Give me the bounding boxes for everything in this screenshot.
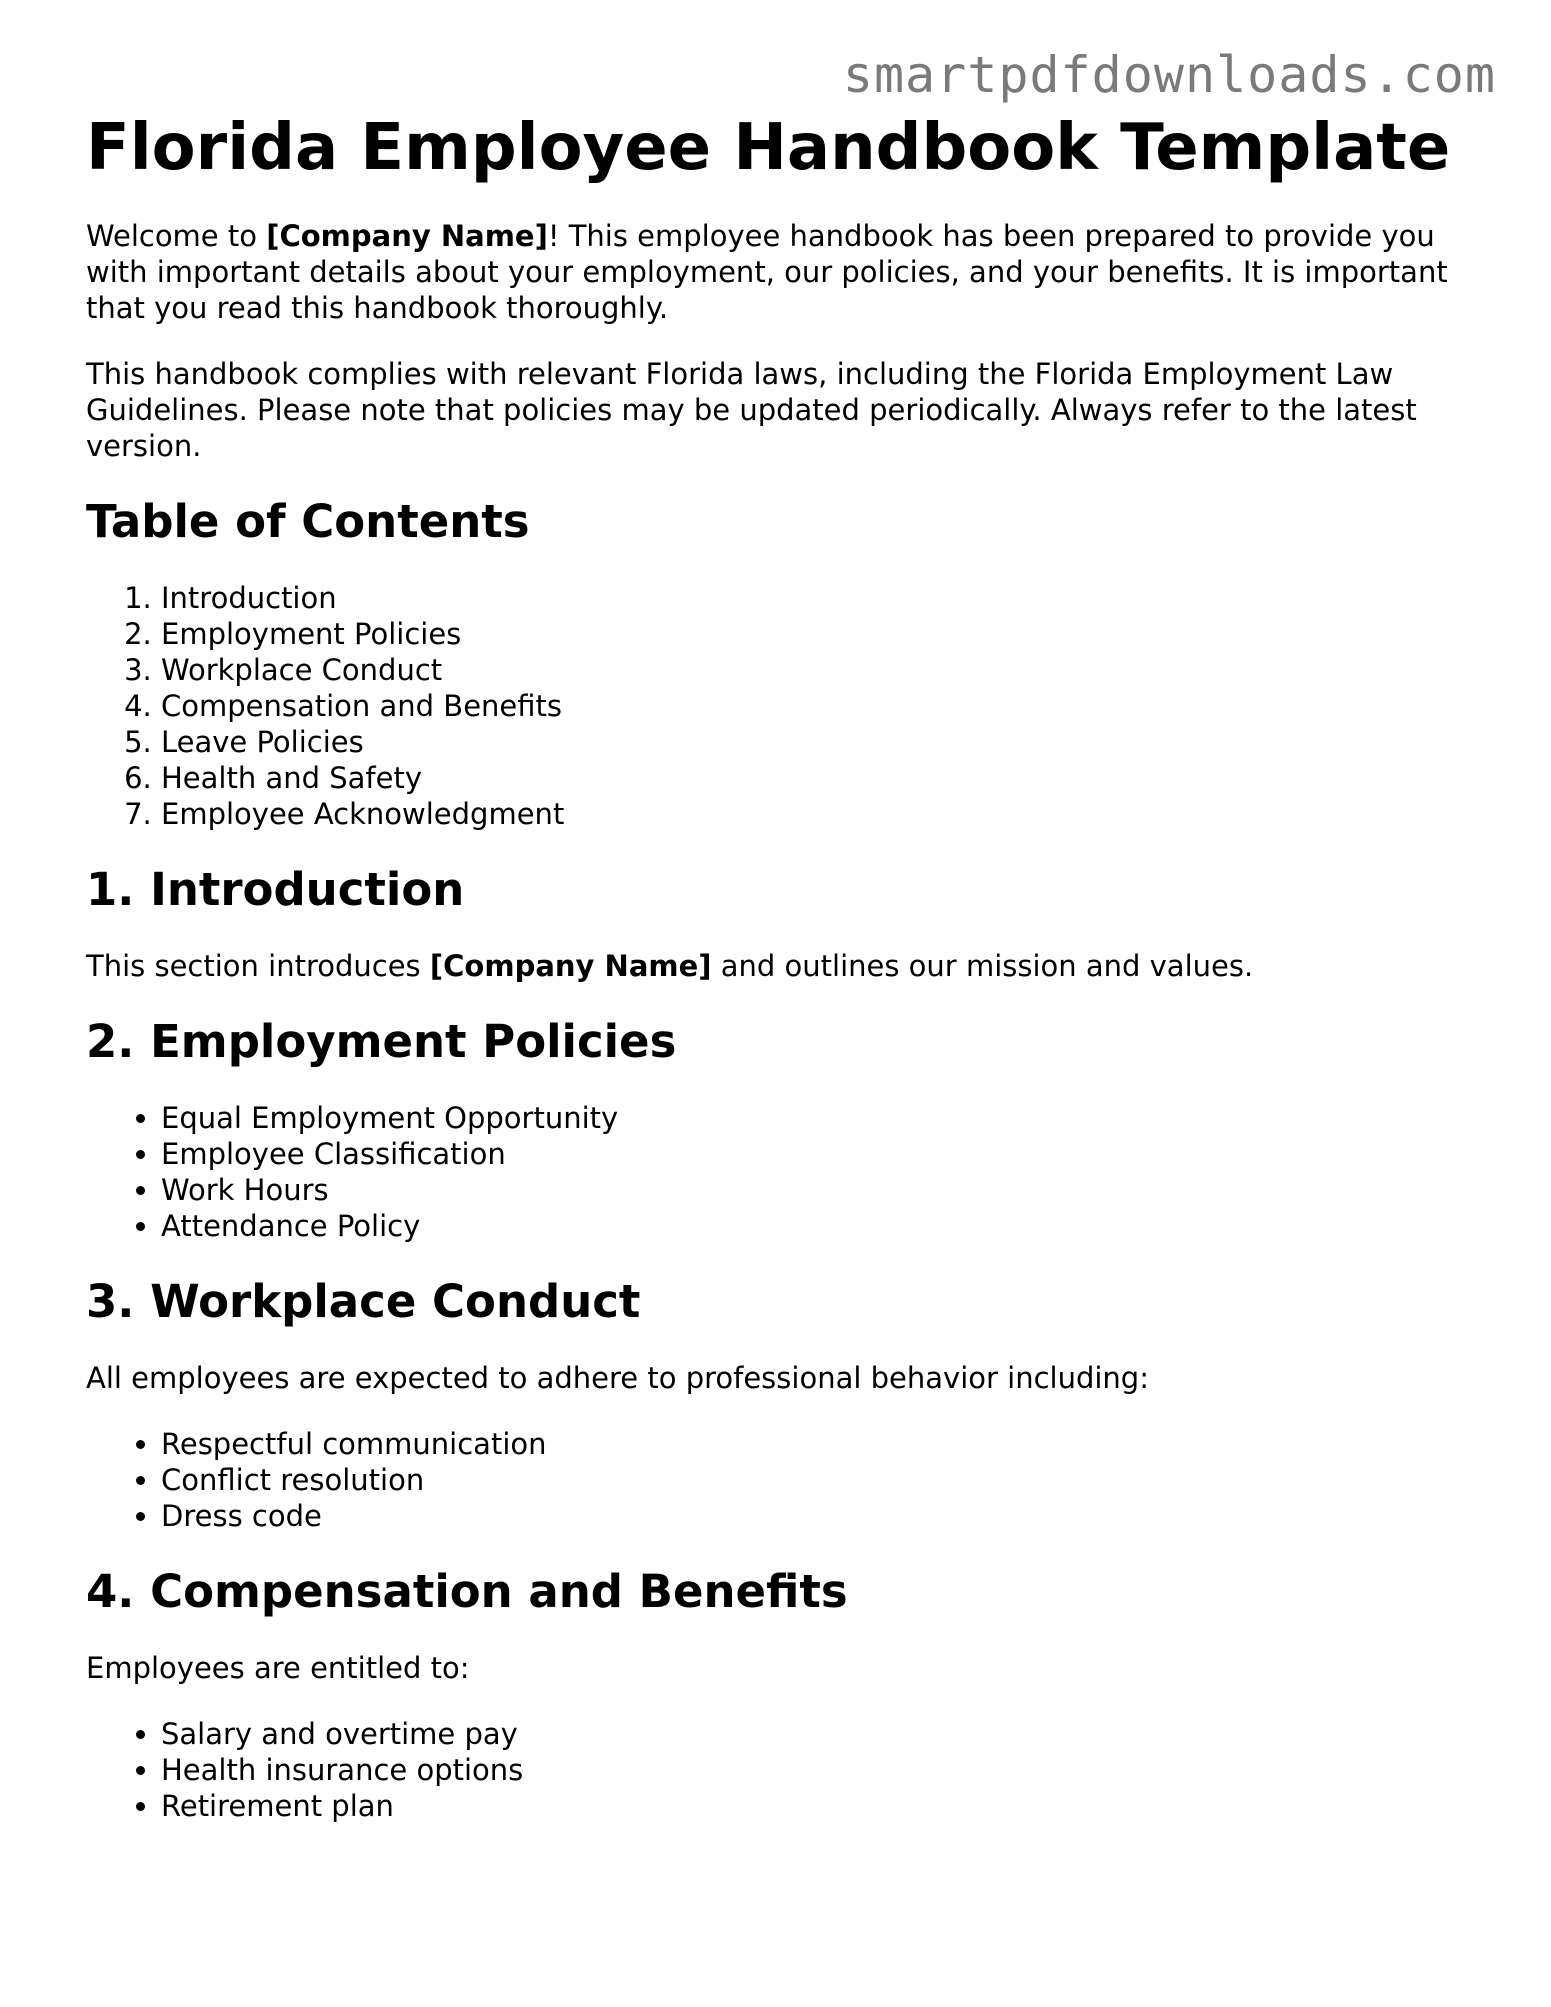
company-name-placeholder: [Company Name] <box>429 949 712 983</box>
list-item: • Dress code <box>161 1498 1476 1534</box>
intro-paragraph-2: This handbook complies with relevant Florida laws, including the Florida Employment Law Guidelines. Please note that policies may be updated periodically. Always refer to the latest version. <box>86 357 1417 463</box>
toc-item: 5. Leave Policies <box>161 724 1476 760</box>
list-item: • Work Hours <box>161 1172 1476 1208</box>
section-introduction-text-before: This section introduces <box>86 949 430 983</box>
toc-heading: Table of Contents <box>86 495 530 548</box>
section-introduction-text <box>86 948 1476 984</box>
document-title: Florida Employee Handbook Template <box>86 111 1451 185</box>
list-item: • Retirement plan <box>161 1788 1476 1824</box>
toc-item: 1. Introduction <box>161 580 1476 616</box>
compensation-list <box>86 1716 1476 1824</box>
section-introduction-heading: 1. Introduction <box>86 863 465 916</box>
list-item: • Equal Employment Opportunity <box>161 1100 1476 1136</box>
toc-list <box>86 580 1476 832</box>
list-item: • Salary and overtime pay <box>161 1716 1476 1752</box>
watermark: smartpdfdownloads.com <box>842 46 1496 104</box>
employment-policies-list <box>86 1100 1476 1244</box>
toc-item: 2. Employment Policies <box>161 616 1476 652</box>
section-employment-policies-heading: 2. Employment Policies <box>86 1015 677 1068</box>
list-item: • Respectful communication <box>161 1426 1476 1462</box>
section-workplace-conduct-heading: 3. Workplace Conduct <box>86 1275 641 1328</box>
section-workplace-conduct-text: All employees are expected to adhere to professional behavior including: <box>86 1361 1149 1395</box>
intro-paragraph-1 <box>86 218 1476 326</box>
intro-text-before: Welcome to <box>86 219 267 253</box>
toc-item: 6. Health and Safety <box>161 760 1476 796</box>
workplace-conduct-list <box>86 1426 1476 1534</box>
document-page <box>86 108 1476 1854</box>
list-item: • Health insurance options <box>161 1752 1476 1788</box>
company-name-placeholder: [Company Name] <box>266 219 548 253</box>
list-item: • Attendance Policy <box>161 1208 1476 1244</box>
list-item: • Employee Classification <box>161 1136 1476 1172</box>
intro-text-after: ! This employee handbook has been prepared to provide you with important details about your employment, our policies, and your benefits. It is important that you read this handbook thoroughly. <box>86 219 1448 325</box>
section-introduction-text-after: and outlines our mission and values. <box>711 949 1254 983</box>
list-item: • Conflict resolution <box>161 1462 1476 1498</box>
toc-item: 7. Employee Acknowledgment <box>161 796 1476 832</box>
toc-item: 4. Compensation and Benefits <box>161 688 1476 724</box>
section-compensation-text: Employees are entitled to: <box>86 1651 470 1685</box>
toc-item: 3. Workplace Conduct <box>161 652 1476 688</box>
section-compensation-heading: 4. Compensation and Benefits <box>86 1565 848 1618</box>
